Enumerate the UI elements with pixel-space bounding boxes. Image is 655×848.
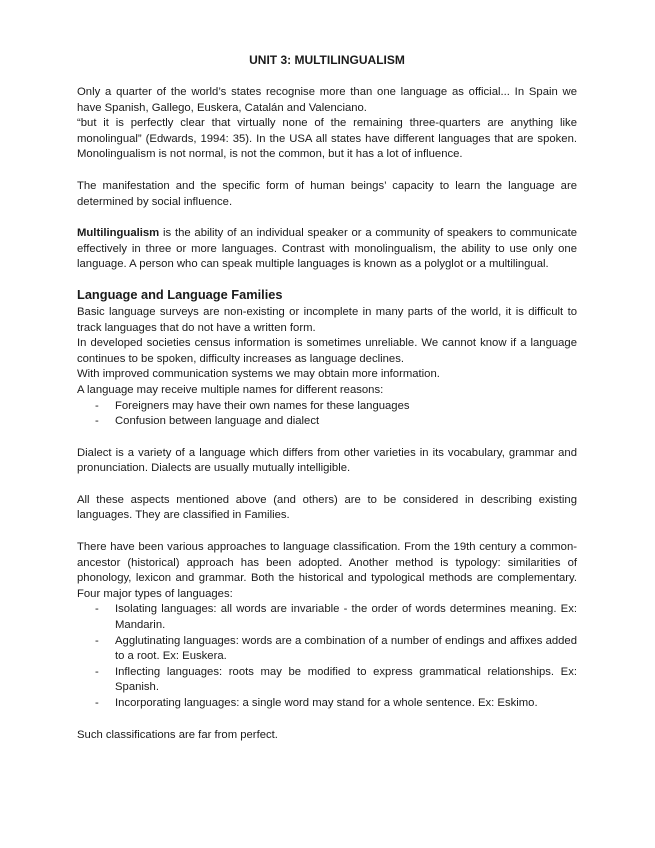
multilingualism-term: Multilingualism [77, 227, 160, 240]
reasons-list [77, 399, 577, 430]
list-item: - Incorporating languages: a single word may stand for a whole sentence. Ex: Eskimo. [77, 696, 577, 712]
list-item: - Agglutinating languages: words are a combination of a number of endings and affixes added to a root. Ex: Euskera. [77, 634, 577, 665]
list-item: - Isolating languages: all words are invariable - the order of words determines meaning. Ex: Mandarin. [77, 602, 577, 633]
intro-line: Only a quarter of the world’s states recognise more than one language as official... In Spain we have Spanish, Gallego, Euskera, Catalán and Valenciano. [77, 86, 577, 114]
manifestation-paragraph: The manifestation and the specific form of human beings’ capacity to learn the language are determined by social influence. [77, 179, 577, 208]
language-types-list [77, 602, 577, 711]
surveys-paragraph: Basic language surveys are non-existing or incomplete in many parts of the world, it is difficult to track languages that do not have a written form. [77, 305, 577, 334]
list-item: - Inflecting languages: roots may be modified to express grammatical relationships. Ex: Spanish. [77, 665, 577, 696]
list-item: - Foreigners may have their own names for these languages [77, 399, 577, 415]
aspects-paragraph: All these aspects mentioned above (and others) are to be considered in describing existing languages. They are classified in Families. [77, 493, 577, 522]
page-title: UNIT 3: MULTILINGUALISM [249, 53, 405, 67]
list-item: - Confusion between language and dialect [77, 414, 577, 430]
census-paragraph: In developed societies census information is sometimes unreliable. We cannot know if a language continues to be spoken, difficulty increases as language declines. [77, 337, 577, 365]
approaches-paragraph: There have been various approaches to language classification. From the 19th century a common-ancestor (historical) approach has been adopted. Another method is typology: similarities of phonology, lexicon and grammar. Both the historical and typological methods are complementary. Four major types of languages: [77, 541, 577, 600]
multilingualism-definition-text: is the ability of an individual speaker or a community of speakers to communicate effectively in three or more languages. Contrast with monolingualism, the ability to use only one language. A person who can speak multiple languages is known as a polyglot or a multilingual. [77, 227, 577, 271]
intro-paragraph [77, 85, 577, 163]
closing-paragraph: Such classifications are far from perfect. [77, 728, 278, 741]
communication-paragraph: With improved communication systems we may obtain more information. [77, 368, 440, 381]
multilingualism-definition [77, 226, 577, 273]
multiple-names-paragraph: A language may receive multiple names for different reasons: [77, 383, 384, 396]
edwards-quote: “but it is perfectly clear that virtually none of the remaining three-quarters are anything like monolingual” (Edwards, 1994: 35). In the USA all states have different languages that are spoken. Monolingualism is not normal, is not the common, but it has a lot of influence. [77, 117, 577, 161]
dialect-paragraph: Dialect is a variety of a language which differs from other varieties in its vocabulary, grammar and pronunciation. Dialects are usually mutually intelligible. [77, 446, 577, 475]
section-heading: Language and Language Families [77, 286, 283, 302]
